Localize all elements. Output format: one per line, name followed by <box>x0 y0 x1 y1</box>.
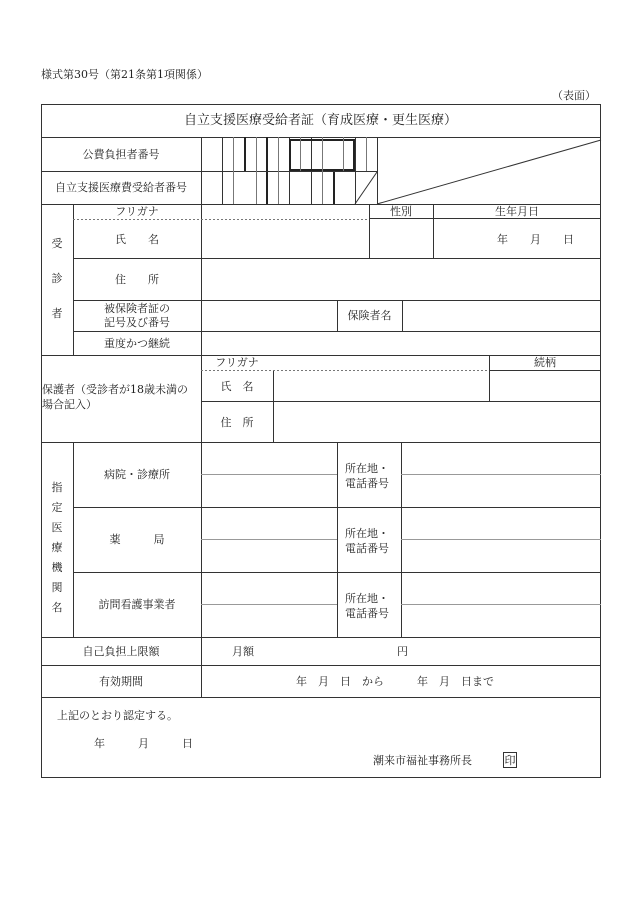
guardian-address-label: 住 所 <box>220 416 254 429</box>
sex-label: 性別 <box>390 205 412 218</box>
seal-mark: 印 <box>504 754 516 767</box>
pharmacy-location-label-2: 電話番号 <box>345 542 389 555</box>
institution-char: 指 <box>51 481 63 494</box>
relation-label: 続柄 <box>534 356 556 369</box>
certification-statement: 上記のとおり認定する。 <box>57 709 178 722</box>
monthly-label: 月額 <box>232 645 254 658</box>
nursing-location-label-2: 電話番号 <box>345 607 389 620</box>
institution-char: 定 <box>51 501 63 514</box>
guardian-furigana-label: フリガナ <box>215 356 259 369</box>
visiting-nursing-label: 訪問看護事業者 <box>98 598 176 611</box>
page-title: 自立支援医療受給者証（育成医療・更生医療） <box>183 113 457 128</box>
insurer-label: 保険者名 <box>347 309 392 322</box>
form-number: 様式第30号（第21条第1項関係） <box>41 68 208 81</box>
certification-date: 年 月 日 <box>94 737 193 750</box>
hospital-location-label-1: 所在地・ <box>345 462 389 475</box>
recipient-number-label: 自立支援医療費受給者番号 <box>55 181 187 194</box>
hospital-location-label-2: 電話番号 <box>345 477 389 490</box>
severe-continuous-label: 重度かつ継続 <box>104 337 170 350</box>
patient-furigana-label: フリガナ <box>115 205 159 218</box>
insurance-card-label-2: 記号及び番号 <box>104 316 170 329</box>
guardian-section-label-2: 場合記入） <box>42 398 97 411</box>
insurance-card-label-1: 被保険者証の <box>104 302 170 315</box>
institution-char: 医 <box>51 521 63 534</box>
yen-label: 円 <box>397 645 408 658</box>
patient-char: 受 <box>51 237 63 250</box>
validity-period: 年 月 日 から 年 月 日まで <box>296 675 494 688</box>
patient-name-label: 氏 名 <box>115 233 159 246</box>
nursing-location-label-1: 所在地・ <box>345 592 389 605</box>
guardian-name-label: 氏 名 <box>220 380 254 393</box>
institution-char: 機 <box>51 561 63 574</box>
pharmacy-label: 薬 局 <box>109 533 165 546</box>
patient-char: 診 <box>51 272 63 285</box>
institution-char: 名 <box>51 601 63 614</box>
birth-date-format: 年 月 日 <box>497 233 574 246</box>
institution-char: 関 <box>51 581 63 594</box>
public-payer-label: 公費負担者番号 <box>82 148 160 161</box>
hospital-label: 病院・診療所 <box>104 468 170 481</box>
patient-address-label: 住 所 <box>115 273 159 286</box>
side-label: （表面） <box>552 89 596 102</box>
copay-limit-label: 自己負担上限額 <box>82 645 160 658</box>
issuer-name: 潮来市福祉事務所長 <box>373 754 472 767</box>
birth-label: 生年月日 <box>495 205 539 218</box>
guardian-section-label-1: 保護者（受診者が18歳未満の <box>42 383 188 396</box>
institution-char: 療 <box>51 541 63 554</box>
validity-label: 有効期間 <box>99 675 143 688</box>
patient-char: 者 <box>51 307 63 320</box>
pharmacy-location-label-1: 所在地・ <box>345 527 389 540</box>
